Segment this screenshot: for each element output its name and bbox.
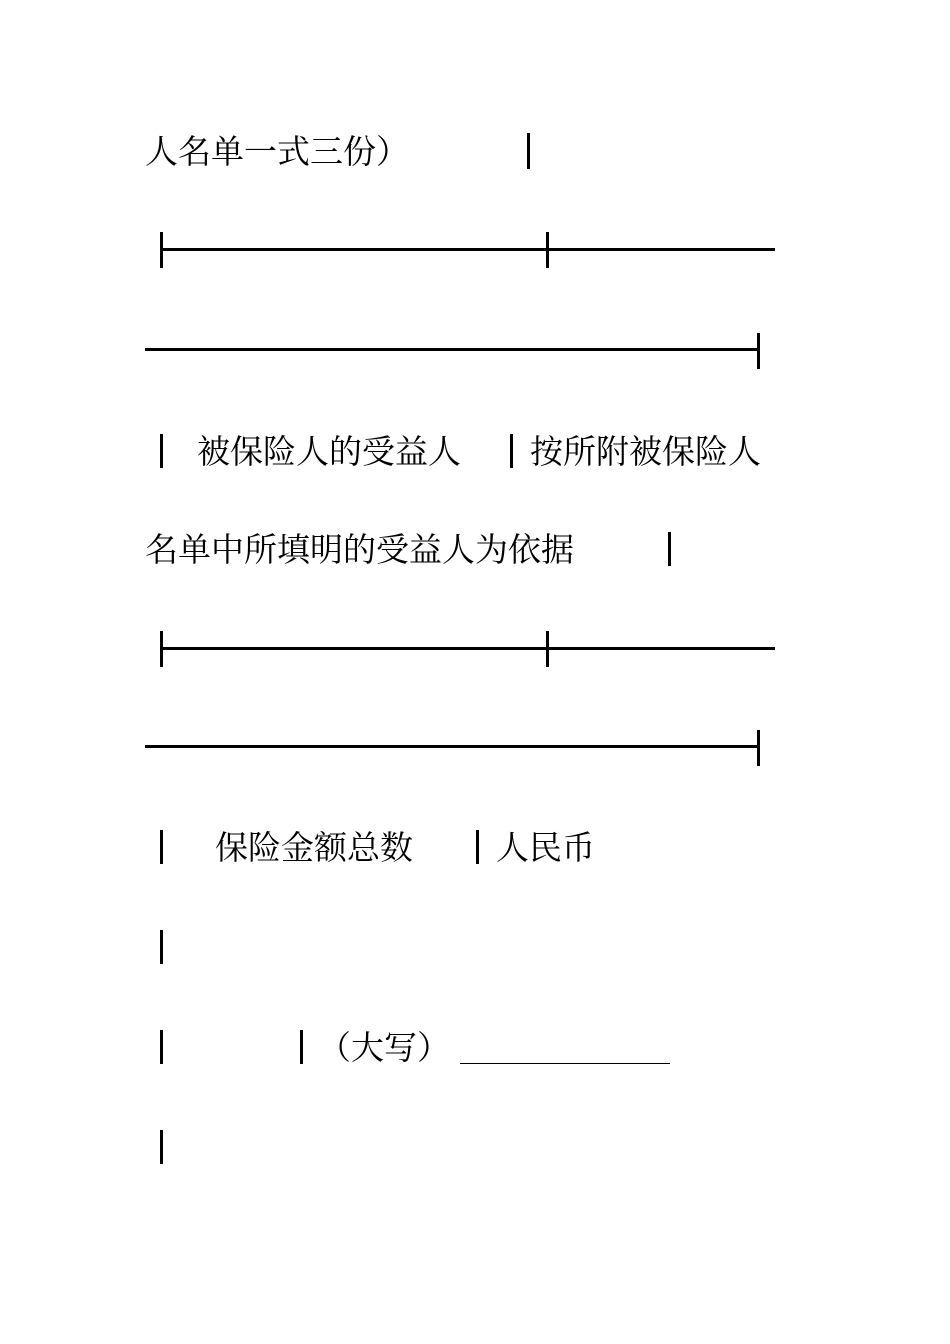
table-border-vertical bbox=[160, 1030, 163, 1064]
capital-amount-blank[interactable] bbox=[460, 1063, 670, 1064]
table-border-vertical bbox=[160, 434, 163, 468]
beneficiary-value-part1: 按所附被保险人 bbox=[530, 432, 761, 471]
currency-label: 人民币 bbox=[496, 828, 595, 867]
table-border-vertical bbox=[757, 333, 760, 369]
capital-amount-label: （大写） bbox=[318, 1028, 450, 1067]
beneficiary-label: 被保险人的受益人 bbox=[197, 432, 461, 471]
table-border-vertical bbox=[546, 631, 549, 667]
table-border-vertical bbox=[527, 133, 530, 169]
table-border-vertical bbox=[510, 434, 513, 468]
text-list-copies: 人名单一式三份） bbox=[145, 132, 409, 171]
table-border-vertical bbox=[160, 830, 163, 864]
beneficiary-value-part2: 名单中所填明的受益人为依据 bbox=[145, 530, 574, 569]
table-border-horizontal bbox=[160, 248, 775, 251]
sum-insured-label: 保险金额总数 bbox=[215, 828, 413, 867]
table-border-vertical bbox=[160, 930, 163, 964]
table-border-vertical bbox=[160, 1130, 163, 1164]
table-border-horizontal bbox=[145, 348, 760, 351]
table-border-vertical bbox=[476, 830, 479, 864]
table-border-horizontal bbox=[145, 745, 760, 748]
table-border-vertical bbox=[546, 232, 549, 268]
table-border-horizontal bbox=[160, 647, 775, 650]
table-border-vertical bbox=[757, 730, 760, 766]
table-border-vertical bbox=[668, 532, 671, 566]
table-border-vertical bbox=[300, 1030, 303, 1064]
